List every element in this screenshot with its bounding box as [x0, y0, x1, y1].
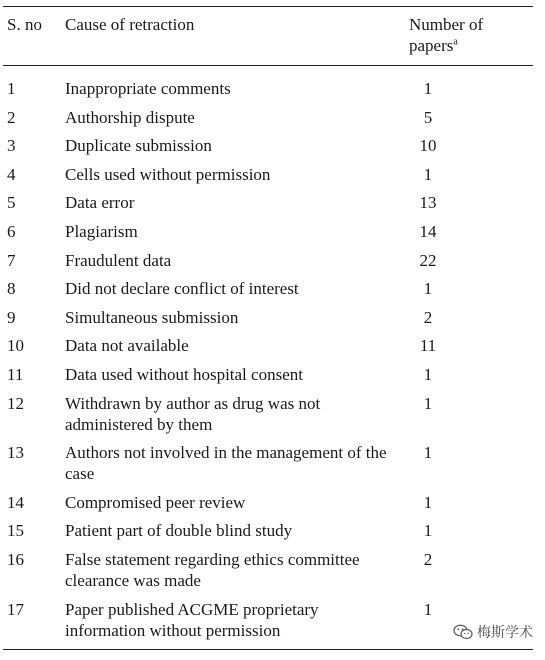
row-number-of-papers: 1	[423, 599, 433, 619]
table-row	[3, 78, 533, 99]
header-number-of-papers	[409, 14, 519, 56]
table-row	[3, 135, 533, 156]
table-row	[3, 107, 533, 128]
row-cause: Duplicate submission	[65, 136, 212, 156]
row-cause: Inappropriate comments	[65, 79, 231, 98]
row-sno: 8	[7, 279, 16, 299]
header-sno: S. no	[7, 15, 42, 34]
table-row	[3, 164, 533, 185]
header-num-footnote-mark: a	[453, 36, 458, 48]
row-number-of-papers: 1	[423, 279, 433, 299]
row-cause: Authors not involved in the management of the case	[65, 443, 387, 484]
table-body	[3, 66, 533, 641]
row-cause: Compromised peer review	[65, 492, 246, 512]
row-cause: Patient part of double blind study	[65, 521, 293, 541]
row-number-of-papers: 14	[419, 221, 437, 241]
row-number-of-papers: 10	[419, 136, 437, 156]
row-number-of-papers: 2	[423, 307, 433, 327]
row-cause: Fraudulent data	[65, 250, 172, 270]
wechat-icon	[453, 624, 473, 640]
row-cause: Did not declare conflict of interest	[65, 279, 299, 299]
row-cause: Authorship dispute	[65, 107, 195, 127]
row-cause: Plagiarism	[65, 221, 138, 241]
table-row	[3, 520, 533, 541]
row-sno: 9	[7, 307, 16, 327]
row-number-of-papers: 11	[419, 336, 437, 356]
row-cause: Data error	[65, 193, 135, 213]
row-sno: 11	[7, 364, 24, 384]
row-cause: Paper published ACGME proprietary information without permission	[65, 599, 319, 640]
row-cause: Data used without hospital consent	[65, 364, 303, 384]
table-row	[3, 364, 533, 385]
row-number-of-papers: 5	[423, 107, 433, 127]
header-num-line2: papers	[409, 36, 454, 55]
row-cause: False statement regarding ethics committee clearance was made	[65, 549, 360, 590]
header-cause: Cause of retraction	[65, 15, 195, 34]
row-sno: 16	[7, 549, 24, 569]
table-row	[3, 442, 533, 484]
row-number-of-papers: 22	[419, 250, 437, 270]
row-sno: 4	[7, 164, 16, 184]
row-sno: 2	[7, 107, 16, 127]
row-sno: 7	[7, 250, 16, 270]
row-number-of-papers: 1	[423, 164, 433, 184]
row-number-of-papers: 1	[423, 443, 433, 463]
row-number-of-papers: 1	[423, 79, 433, 98]
table-row	[3, 278, 533, 299]
row-number-of-papers: 1	[423, 521, 433, 541]
row-number-of-papers: 13	[419, 193, 437, 213]
row-number-of-papers: 1	[423, 364, 433, 384]
retraction-table	[3, 6, 533, 650]
row-sno: 17	[7, 599, 24, 619]
row-cause: Withdrawn by author as drug was not administered by them	[65, 393, 321, 434]
row-number-of-papers: 1	[423, 492, 433, 512]
table-row	[3, 393, 533, 435]
table-row	[3, 221, 533, 242]
table-row	[3, 492, 533, 513]
watermark	[453, 622, 533, 642]
row-number-of-papers: 2	[423, 549, 433, 569]
row-sno: 1	[7, 79, 16, 98]
header-num-line1: Number of	[409, 15, 484, 34]
row-cause: Cells used without permission	[65, 164, 271, 184]
row-sno: 13	[7, 443, 24, 463]
table-row	[3, 335, 533, 356]
table-row	[3, 250, 533, 271]
table-row	[3, 307, 533, 328]
row-sno: 10	[7, 336, 24, 356]
row-sno: 12	[7, 393, 24, 413]
row-sno: 3	[7, 136, 16, 156]
table-header	[3, 7, 533, 65]
table-row	[3, 192, 533, 213]
row-cause: Data not available	[65, 336, 189, 356]
table-bottom-rule	[3, 649, 533, 650]
row-sno: 5	[7, 193, 16, 213]
watermark-text: 梅斯学术	[477, 625, 533, 641]
row-sno: 6	[7, 221, 16, 241]
row-cause: Simultaneous submission	[65, 307, 239, 327]
row-sno: 15	[7, 521, 24, 541]
row-number-of-papers: 1	[423, 393, 433, 413]
row-sno: 14	[7, 492, 24, 512]
table-row	[3, 549, 533, 591]
